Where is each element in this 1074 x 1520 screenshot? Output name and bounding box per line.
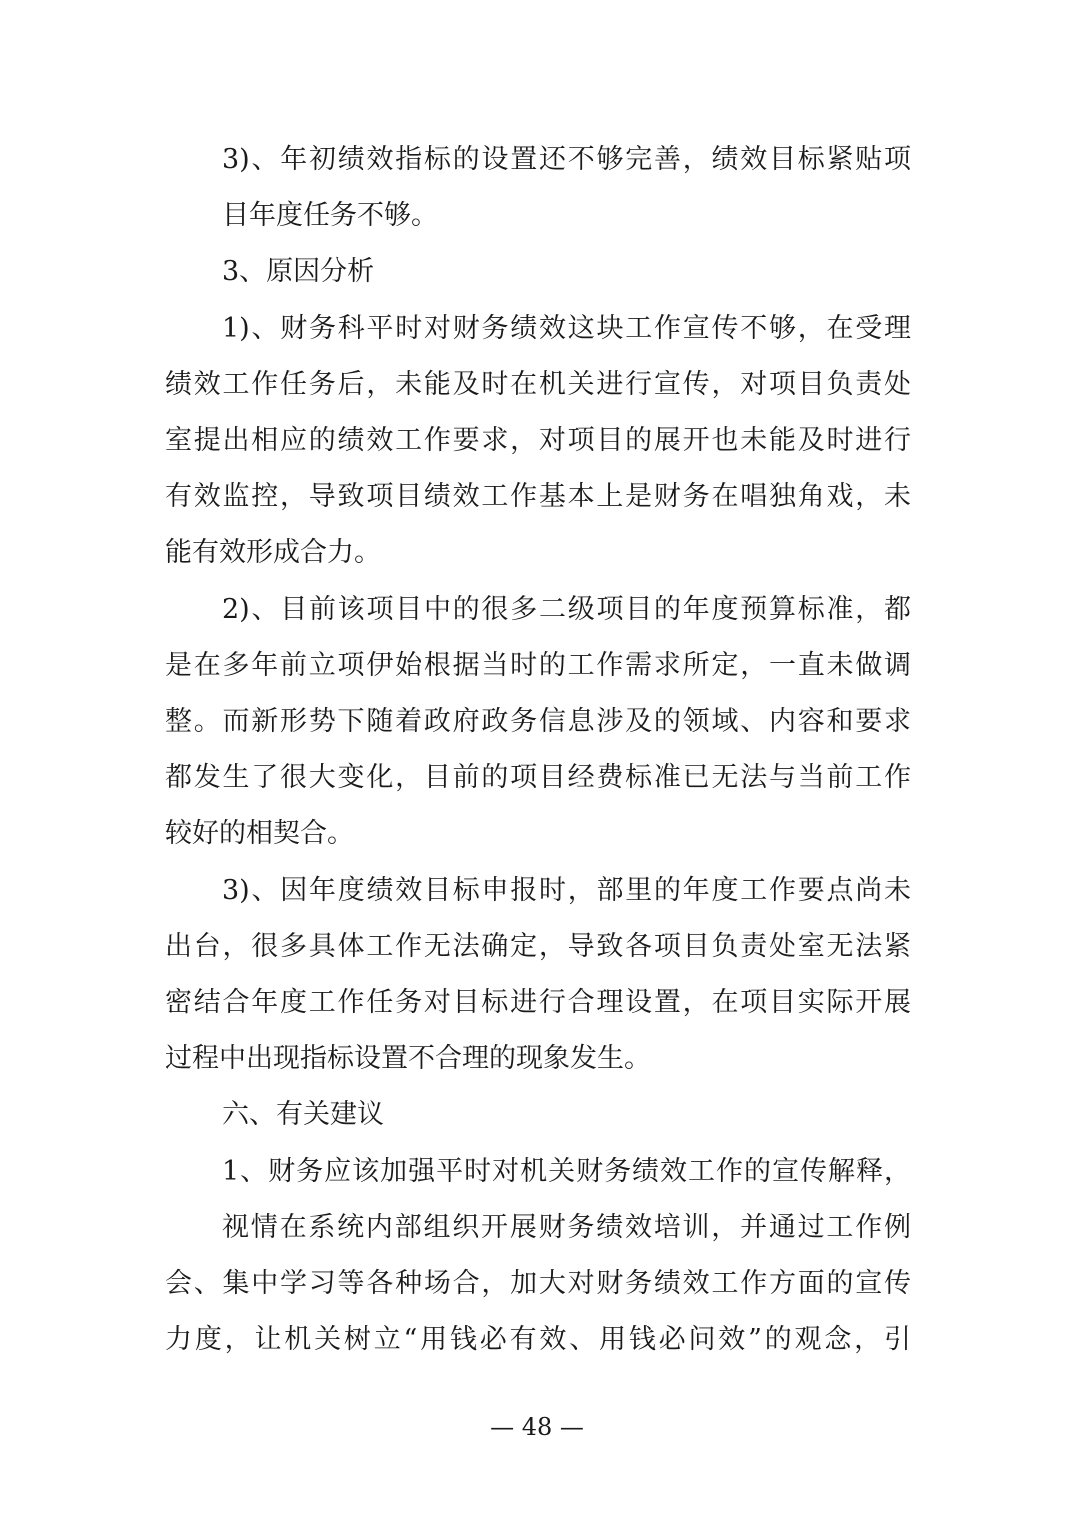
text-line: 视情在系统内部组织开展财务绩效培训，并通过工作例 (222, 1211, 911, 1243)
text-line: 1、财务应该加强平时对机关财务绩效工作的宣传解释， (222, 1155, 911, 1187)
text-line: 有效监控，导致项目绩效工作基本上是财务在唱独角戏，未 (165, 481, 911, 513)
text-line: 过程中出现指标设置不合理的现象发生。 (165, 1043, 651, 1075)
text-line: 目年度任务不够。 (222, 200, 438, 232)
text-line: 都发生了很大变化，目前的项目经费标准已无法与当前工作 (165, 762, 911, 794)
text-line: 整。而新形势下随着政府政务信息涉及的领域、内容和要求 (165, 706, 911, 737)
text-line: 2)、目前该项目中的很多二级项目的年度预算标准，都 (222, 593, 911, 625)
text-line: 出台，很多具体工作无法确定，导致各项目负责处室无法紧 (165, 930, 911, 962)
text-line: 会、集中学习等各种场合，加大对财务绩效工作方面的宣传 (165, 1268, 911, 1299)
text-line: 室提出相应的绩效工作要求，对项目的展开也未能及时进行 (165, 425, 911, 456)
text-line: 3)、年初绩效指标的设置还不够完善，绩效目标紧贴项 (222, 144, 911, 175)
text-line: 3、原因分析 (222, 256, 375, 288)
page-number: — 48 — (490, 1413, 584, 1441)
text-line: 六、有关建议 (222, 1099, 384, 1131)
text-line: 绩效工作任务后，未能及时在机关进行宣传，对项目负责处 (165, 368, 911, 400)
text-line: 能有效形成合力。 (165, 537, 381, 569)
text-line: 密结合年度工作任务对目标进行合理设置，在项目实际开展 (165, 987, 911, 1018)
text-line: 1)、财务科平时对财务绩效这块工作宣传不够，在受理 (222, 312, 911, 344)
text-line: 力度，让机关树立“用钱必有效、用钱必问效”的观念，引 (165, 1324, 911, 1356)
text-line: 较好的相契合。 (165, 818, 354, 850)
text-line: 是在多年前立项伊始根据当时的工作需求所定，一直未做调 (165, 649, 911, 681)
text-line: 3)、因年度绩效目标申报时，部里的年度工作要点尚未 (222, 874, 911, 906)
